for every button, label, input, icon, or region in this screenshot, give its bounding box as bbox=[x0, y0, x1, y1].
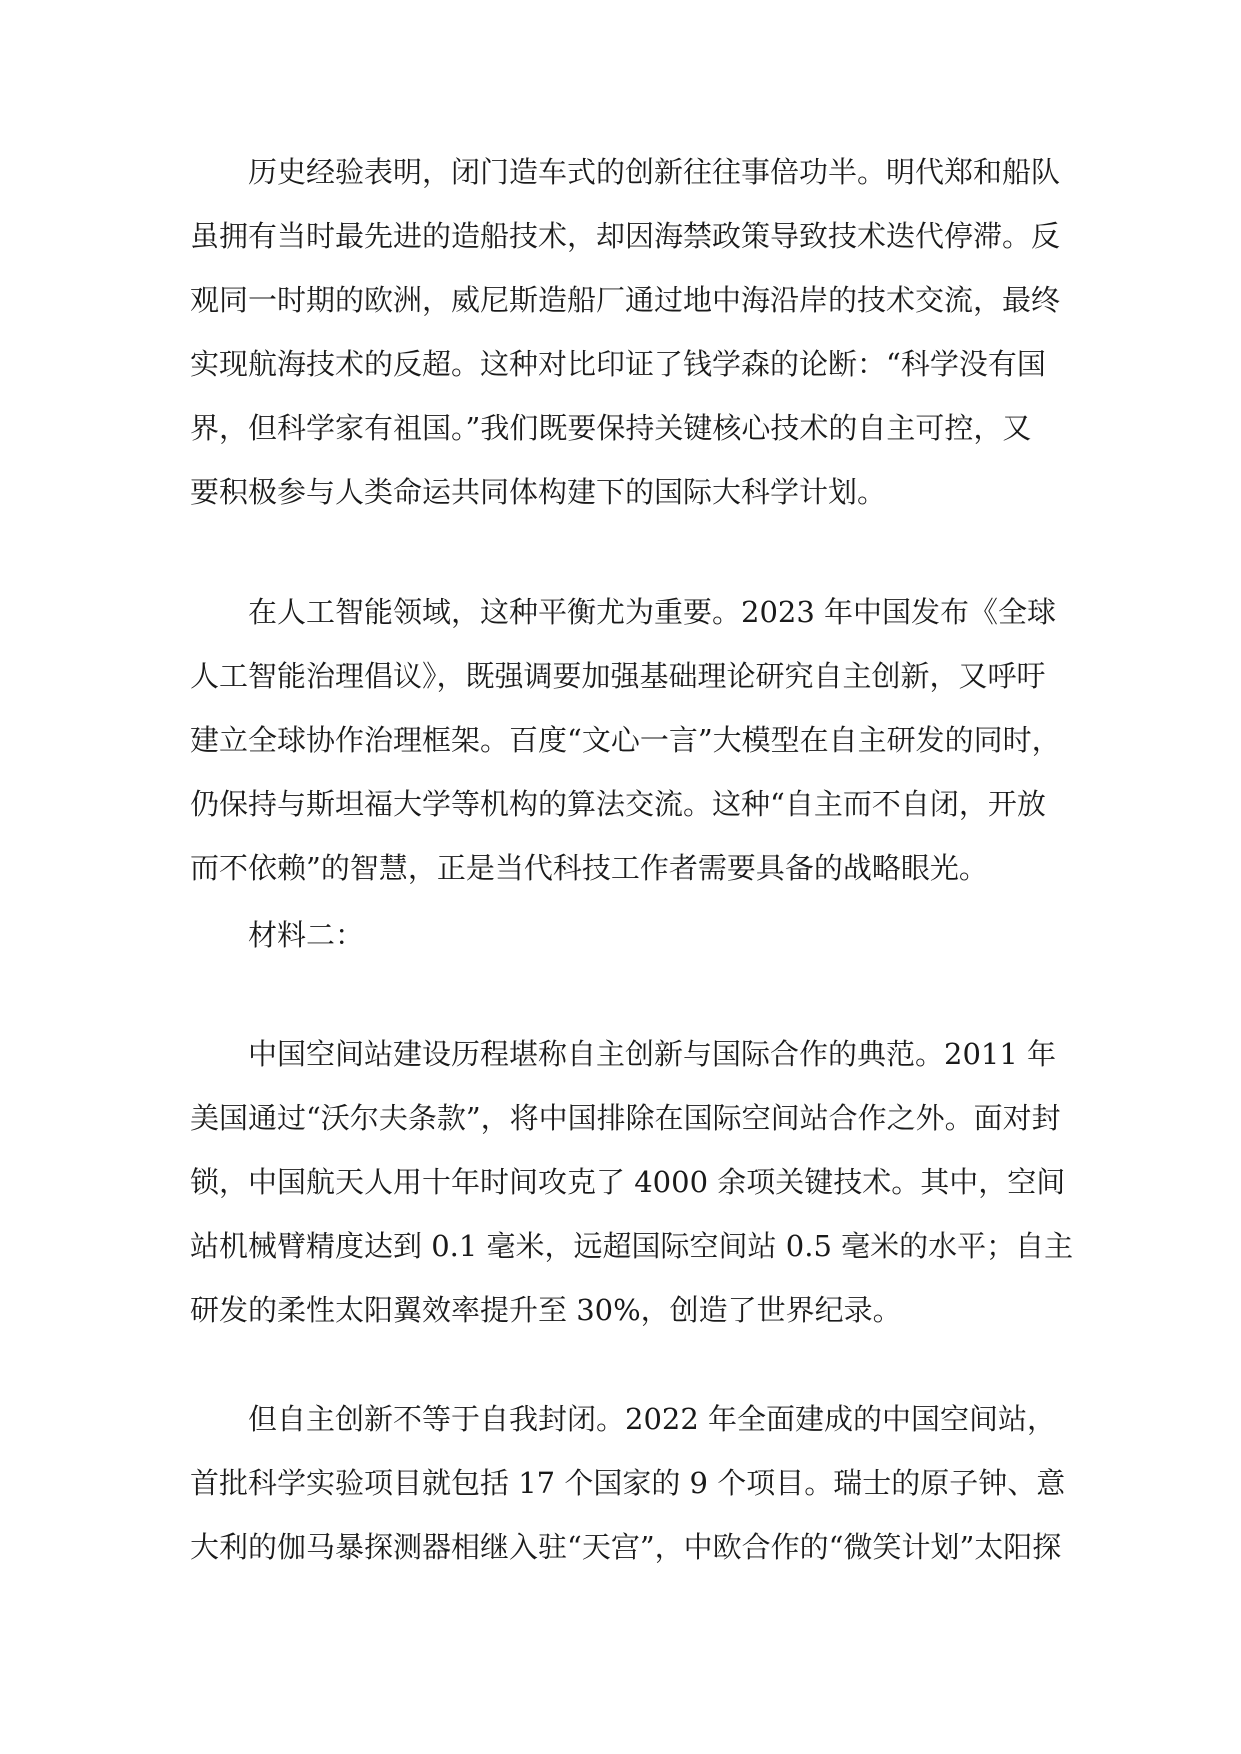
text-line: 材料二： bbox=[248, 918, 365, 952]
text-line: 仍保持与斯坦福大学等机构的算法交流。这种“自主而不自闭，开放 bbox=[190, 787, 1046, 821]
paragraph-history-lesson bbox=[190, 140, 1060, 524]
text-line: 虽拥有当时最先进的造船技术，却因海禁政策导致技术迭代停滞。反 bbox=[190, 219, 1061, 253]
text-line: 站机械臂精度达到 0.1 毫米，远超国际空间站 0.5 毫米的水平；自主 bbox=[190, 1229, 1074, 1263]
paragraph-space-station bbox=[190, 1022, 1073, 1342]
text-line: 实现航海技术的反超。这种对比印证了钱学森的论断：“科学没有国 bbox=[190, 347, 1046, 381]
text-line: 但自主创新不等于自我封闭。2022 年全面建成的中国空间站， bbox=[248, 1402, 1057, 1436]
text-line: 首批科学实验项目就包括 17 个国家的 9 个项目。瑞士的原子钟、意 bbox=[190, 1466, 1066, 1500]
text-line: 要积极参与人类命运共同体构建下的国际大科学计划。 bbox=[190, 475, 887, 509]
text-line: 观同一时期的欧洲，威尼斯造船厂通过地中海沿岸的技术交流，最终 bbox=[190, 283, 1061, 317]
text-line: 锁，中国航天人用十年时间攻克了 4000 余项关键技术。其中，空间 bbox=[190, 1165, 1066, 1199]
text-line: 历史经验表明，闭门造车式的创新往往事倍功半。明代郑和船队 bbox=[248, 155, 1061, 189]
text-line: 研发的柔性太阳翼效率提升至 30%，创造了世界纪录。 bbox=[190, 1293, 902, 1327]
text-line: 美国通过“沃尔夫条款”，将中国排除在国际空间站合作之外。面对封 bbox=[190, 1101, 1061, 1135]
paragraph-international-cooperation bbox=[190, 1387, 1065, 1579]
text-line: 建立全球协作治理框架。百度“文心一言”大模型在自主研发的同时， bbox=[190, 723, 1061, 757]
text-line: 在人工智能领域，这种平衡尤为重要。2023 年中国发布《全球 bbox=[248, 595, 1057, 629]
paragraph-ai-balance bbox=[190, 580, 1061, 900]
text-line: 大利的伽马暴探测器相继入驻“天宫”，中欧合作的“微笑计划”太阳探 bbox=[190, 1530, 1062, 1564]
section-heading-material-two bbox=[190, 903, 364, 967]
text-line: 而不依赖”的智慧，正是当代科技工作者需要具备的战略眼光。 bbox=[190, 851, 988, 885]
text-line: 人工智能治理倡议》，既强调要加强基础理论研究自主创新，又呼吁 bbox=[190, 659, 1046, 693]
text-line: 界，但科学家有祖国。”我们既要保持关键核心技术的自主可控，又 bbox=[190, 411, 1032, 445]
text-line: 中国空间站建设历程堪称自主创新与国际合作的典范。2011 年 bbox=[248, 1037, 1057, 1071]
